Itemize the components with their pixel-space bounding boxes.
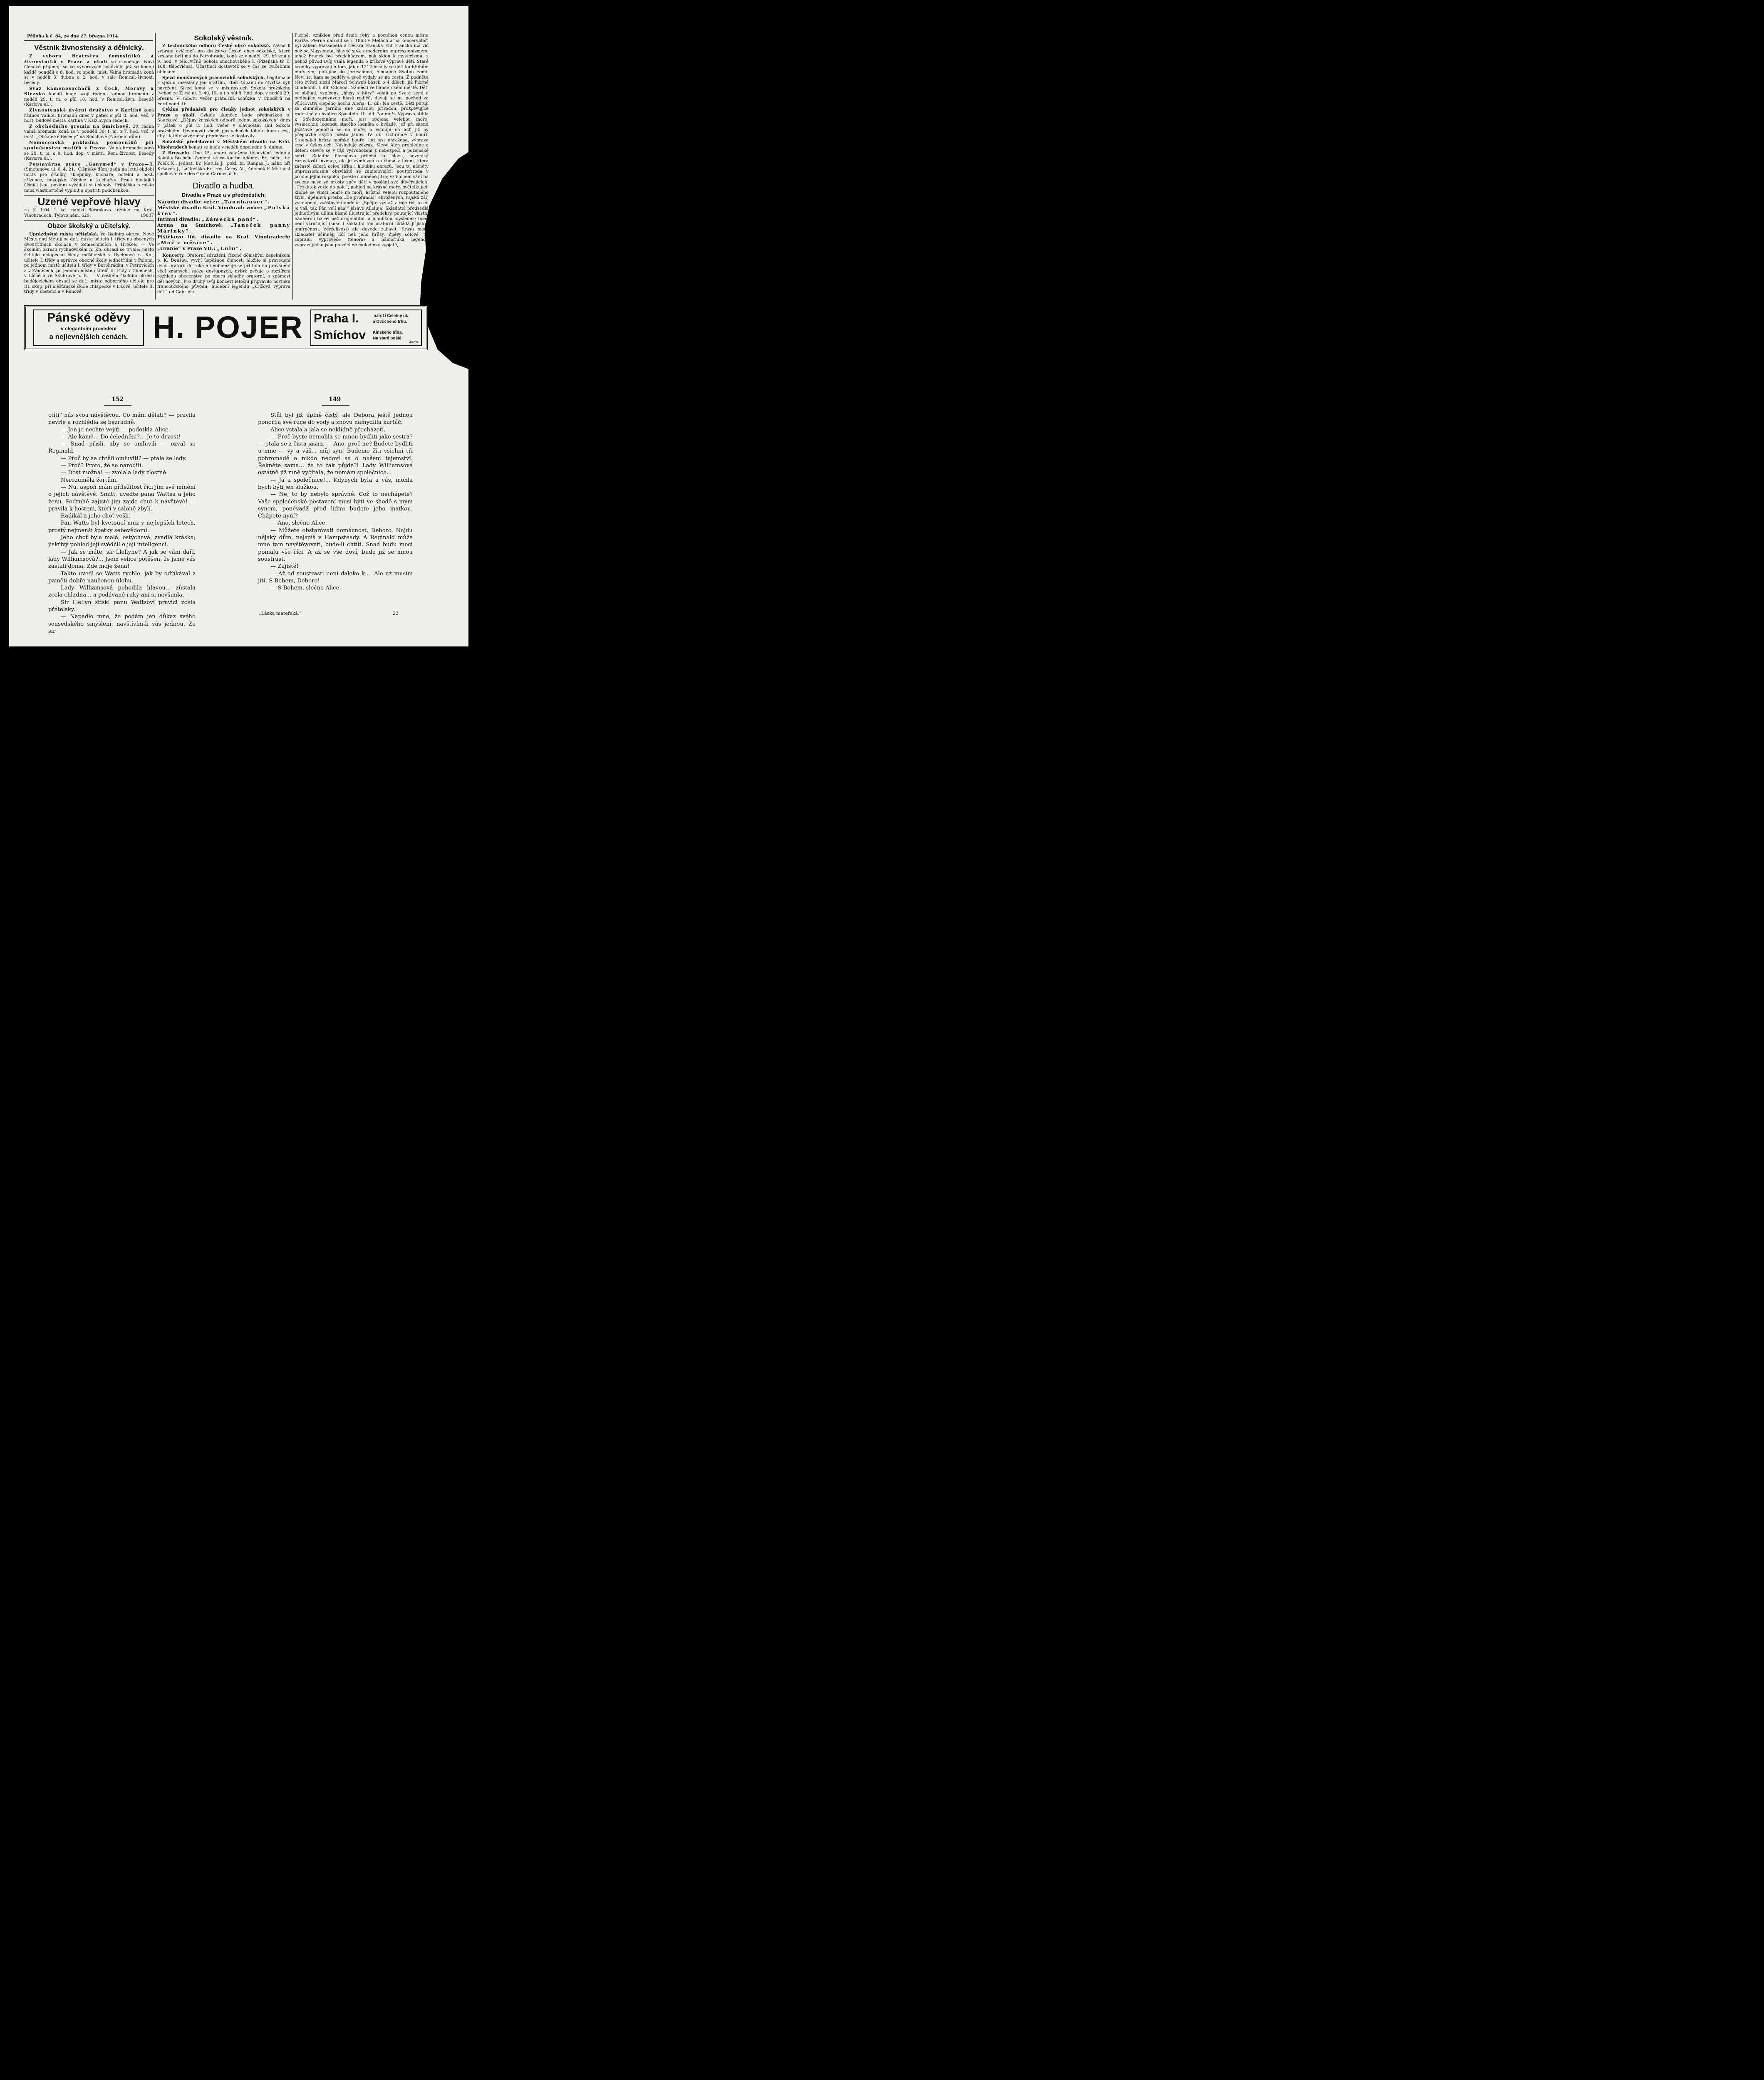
theatre-listing xyxy=(157,234,290,245)
novel-page-left xyxy=(48,412,196,634)
notice-paragraph xyxy=(24,54,154,86)
novel-paragraph: — Nu, aspoň mám příležitost říci jim své mínění o jejich návštěvě. Smitt, uveďte pana Wattsa a jeho ženu. Podruhé zajistě jim zajde chuť k návštěvě! — pravila k hostem, kteří v saloně zbyli. xyxy=(48,484,196,512)
notice-text: koná řádnou valnou hromadu dnes v pátek o půl 8. hod. več. v host. budově města Karlína v Kaizlových sadech. xyxy=(24,108,154,124)
novel-paragraph: — Dost možná! — zvolala lady zlostně. xyxy=(61,470,168,476)
notice-lead: Poptavárna práce „Ganymed“ v Praze— xyxy=(29,161,149,167)
theatre-venue: Národní divadlo: večer: xyxy=(157,198,221,205)
column-music-review xyxy=(295,33,429,300)
notice-paragraph xyxy=(24,124,154,140)
novel-paragraph: — Proč byste nemohla se mnou bydliti jako sestra? — ptala se z čista jasna. — Ano, proč ne? Budete bydliti u mne — vy a váš... můj syn! Budeme žíti všichni tři pohromadě a nikdo nedoví se o našem tajemství. Řekněte sama... že to tak půjde?! Lady Williamsová ostatně již mně vyčítala, že nemám společnice... xyxy=(258,433,413,476)
ad-left-box xyxy=(33,310,144,346)
novel-paragraph: Takto uvedl se Watts rychle, jak by odříkával z paměti dobře naučenou úlohu. xyxy=(48,570,196,584)
notice-text: Valná hromada koná se 29. t. m. o 9. hod. dop. v místn. Řem.-živnost. Besedy (Karlova ul.). xyxy=(24,146,154,161)
notice-text: Legitimace k sjezdu rozeslány jen bratřím, kteří žúpami do čtvrtka byli navrženi. Sjezd koná se v místnostech Sokola pražského (vchod ze Žitné ul. č. 40, III. p.) o půl 8. hod. dop. v neděli 29. března. V sobotu večer přátelská schůzka v Choděrů na Ferdinand. tř. xyxy=(157,75,291,106)
notice-paragraph xyxy=(24,140,154,162)
notice-text: konati bude svoji řádnou valnou hromadu v neděli 29. t. m. o půl 10. hod. v Řemesl.-živn. Besedě (Karlova ul.). xyxy=(24,92,154,107)
notice-text: Dne 15. února založena tělocvičná jednota Sokol v Bruselu. Zvoleni: starostou br. Adámek Fr., náčel. br. Polák K., jednat. br. Matula J., pokl. br. Ranpas J., náhr. bři Krkavec J., Laštovička Fr., rev. Černý Al., Adámek P. Místnost spolková: rue des Grand Carmes č. 6. xyxy=(157,151,290,177)
section-title-trades: Věstník živnostenský a dělnický. xyxy=(34,44,144,52)
ad-left-title: Pánské oděvy xyxy=(47,311,131,324)
notice-paragraph xyxy=(24,108,154,124)
novel-paragraph: Stůl byl již úplně čistý, ale Debora ještě jednou ponořila své ruce do vody a znovu namydlila kartáč. xyxy=(258,412,413,426)
notice-lead: Z obchodního gremia na Smíchově. xyxy=(29,124,131,129)
ad-addr-smichov-1: Kinského třída, xyxy=(373,330,403,335)
ad-city-smichov: Smíchov xyxy=(314,328,366,342)
theatre-venue: „Uranie“ v Praze VII.: xyxy=(157,245,217,251)
novel-footer-number: 23 xyxy=(393,611,399,616)
ad-left-line2: v elegantním provedení xyxy=(60,326,117,332)
theatre-listing xyxy=(157,245,290,251)
novel-paragraph: — Zajisté! xyxy=(270,563,299,570)
novel-paragraph: — Proč? Proto, že se narodili. xyxy=(61,463,143,469)
notice-paragraph xyxy=(24,162,154,194)
ad-title-smoked-heads: Uzené vepřové hlavy xyxy=(24,195,154,208)
ad-addr-smichov-2: Na staré poště. xyxy=(373,336,403,341)
notice-lead: Z Brusselu. xyxy=(162,150,191,156)
ad-left-line3: a nejlevnějších cenách. xyxy=(49,333,128,341)
page-number-rule xyxy=(104,405,131,406)
column-sokol xyxy=(157,33,290,300)
novel-paragraph: Pan Watts byl kvetoucí muž v nejlepších letech, prostý nejmenší špetky sebevědomí. xyxy=(48,520,196,534)
supplement-header: Příloha k č. 84, ze dne 27. března 1914. xyxy=(27,34,119,39)
section-title-theatre: Divadlo a hudba. xyxy=(192,181,255,191)
trades-notices xyxy=(24,54,154,193)
notice-lead: Nemocenská pokladna pomocníků při společenstvu malířů v Praze. xyxy=(24,140,154,151)
theatre-listing xyxy=(157,205,290,216)
novel-paragraph: — Ano, slečno Alice. xyxy=(270,520,327,527)
novel-paragraph: — Až od soustrasti není daleko k.... Ale už musím jíti. S Bohem, Deboro! xyxy=(258,570,413,584)
novel-paragraph: — Můžete obstarávati domácnost, Deboro. Najdu nějaký dům, nejspíš v Hampsteady. A Reginald může mne tam navštěvovati, bude-li chtíti. Snad budu moci pomalu vše říci. A až se vše doví, bude již se mnou soustrast. xyxy=(258,527,413,562)
page-number-left: 152 xyxy=(111,396,124,403)
school-notice xyxy=(24,232,154,295)
page-number-right: 149 xyxy=(329,396,341,403)
notice-paragraph xyxy=(24,86,154,108)
header-rule xyxy=(24,40,153,41)
ad-number: 19807 xyxy=(140,213,154,218)
novel-text-left xyxy=(48,412,196,635)
novel-paragraph: — Napadlo mne, že podám jen důkaz svého sousedského smýšlení, navštívím-li vás jednou. Že sir xyxy=(48,614,196,634)
novel-paragraph: — Já a společnice!... Kdybych byla u vás, mohla bych býti jen služkou. xyxy=(258,477,413,490)
novel-paragraph: Nerozuměla žertům. xyxy=(61,477,118,483)
theatre-show: „Lulu“. xyxy=(217,245,242,251)
novel-paragraph: Sir Llellyn stiskl panu Wattsovi pravici zcela přátelsky. xyxy=(48,599,196,613)
novel-paragraph: Lady Williamsová pohodila hlavou... zůstala zcela chladna... a podávané ruky ani si nevšimla. xyxy=(48,585,196,599)
notice-paragraph xyxy=(157,75,290,107)
notice-lead: Živnostenské úvěrní družstvo v Karlíně xyxy=(29,107,142,113)
theatre-show: „Zámecká paní“. xyxy=(202,216,259,222)
section-title-school: Obzor školský a učitelský. xyxy=(24,220,154,232)
notice-text: Cyklus ukončen bude přednáškou s. Sourkové: „Dějiny ženských odborů jednot sokolských“ dnes v pátek o půl 8. hod. večer v slavnostní síni Sokola pražského. Povinností všech posluchaček tohoto kursu jest, aby i k této závěrečné přednášce se dostavily. xyxy=(157,113,290,139)
notice-lead: Z technického odboru České obce sokolské. xyxy=(162,43,270,48)
column-trades xyxy=(24,43,154,301)
notice-text: konati se bude v neděli dopoledne 5. dubna. xyxy=(187,145,284,150)
ad-body: za K 1·04 1 kg. nabízí Beránkova tržnice na Král. Vinohradech, Tylovo nám. 629. xyxy=(24,208,154,218)
theatre-listings xyxy=(157,199,290,251)
section-title-sokol: Sokolský věstník. xyxy=(194,34,254,42)
notice-lead: Svaz kamenosochařů z Čech, Moravy a Slezska xyxy=(24,86,154,97)
ad-right-box xyxy=(310,310,422,346)
theatre-listing xyxy=(157,216,290,222)
notice-paragraph xyxy=(157,151,290,177)
notice-lead: Sjezd menšinových pracovníků sokolských. xyxy=(162,75,265,80)
concert-lead: Koncerty. xyxy=(162,253,185,258)
theatre-subtitle: Divadla v Praze a v předměstích: xyxy=(181,191,266,198)
notice-text: 30. řádná valná hromada koná se v pondělí 30. t. m. o 7. hod. več. v míst. „Občanské Besedy“ na Smíchově (Národní dům). xyxy=(24,124,154,139)
theatre-show: „Muž z měsíce“. xyxy=(157,239,213,245)
concert-notice xyxy=(157,253,290,295)
ad-addr-praha-1: nároží Celetné ul. xyxy=(374,314,408,318)
theatre-show: „Polská krev“. xyxy=(157,204,290,216)
novel-text-right xyxy=(258,412,413,592)
ad-city-praha: Praha I. xyxy=(314,312,359,325)
review-text: Pierné, vzniklou před desíti roky a poctěnou cenou města Paříže. Pierné narodil se r. 1863 v Metách a na konservatoři byl žákem Masseneta a Césara Francka. Od Francka má víc než od Masseneta, hlavně styk s moderním impressionismem, jehož Franck byl předchůdcem, pak sklon k mysticismu, z něhož původ svůj vzala legenda o křížové výpravě dětí. Staré kroniky vypravují o tom, jak r. 1212 hrnuly se děti ku břehům mořským, putujíce do Jerusaléma, hledajíce Svatou zemi. Neví se, kam se poděly a proč vydaly se na cestu. Z podnětu této zvěsti složil Marcel Schwob báseň o 4 dílech, již Pierné zhudebnil. I. díl: Odchod, Náměstí ve flanderském městě. Děti se sbíhají, vzníceny „hlasy s hůry“ volají po Svaté zemi a nedbajíce varovných hlasů rodičů, dávají se na pochod za vůdcovství slepého hocha Aleňa. II. díl: Na cestě. Děti putují za slunného jarního dne krásnou přírodou, prozpěvujíce radostně a chválíce Spasitele. III. díl: Na moři. Výprava stihla k Středozemnímu moři, jest opojena velebou moře, vysleechne legendu starého lodníka o hvězdě, jež při skonu Ježíšově ponořila se do moře, a vstoupí na loď, již by přeplavbě skytlo město Janov. IV. díl: Ochránce v bouři. Stoupající hrůzy mořské bouře, loď jest ohrožena, výprava trne v úzkostech. Následuje zázrak. Slepý Alén prohlédne a dětem otevře se v ráji vysvobození z nebezpečí a pozemské smrti. Skladba Piernéova přiléhá ku slovu, nevyniká rázovitostí invence, ale je výmluvná a účinná v líčení, která začasté zabírá celou šířku i hloubku obrazů. Jsou tu náměty impressionismu obzvláště se zamlouvající: poutpříroda v jarním jejím rozpuku, poesie slunného jitra; vzduchem vání na sycený nese se prostý zpěv dětí v poslání své důvěřujících: „Tré dítek vešlo do pole“; pohled na krásné moře, světélkující, klidně se vlnící bouře na moři, hrůzná velebu rozpoutaného živlu, úpěnlivá prosba „De profundis“ ohrožených, rajská zář, vykoupení, zvěstování andělů: „Spějte výš až v ráje říš, to cíl je váš, tak Pán velí nás!“ jásavé Alleluja! Skladatel předsedlá jednotlivým dílům básně illustrující předehry, poutající vlastní nádherou barev než originalitou a hloubkou myšlenek; liceň není vzrušující (snad i základní tón oratorní ukládá jí jistou umírněnost, zdrželivost) ale dovede zabavit. Krásu moře skladatel účinněji líčí než jeho hrůzy. Zpěvy sólové, tři soprani, vypravěče (tenora) a námořníka legendu vypravujícího jsou po většině melodicky vypjaté, xyxy=(295,33,429,248)
novel-paragraph: — S Bohem, slečno Alice. xyxy=(270,585,341,592)
novel-paragraph: — Proč by se chtěli omluviti? — ptala se lady. xyxy=(61,455,187,462)
theatre-show: „Tannhäuser“. xyxy=(221,198,270,205)
notice-lead: Z výboru Bratrstva řemeslníků a živnostníků v Praze a okolí xyxy=(24,54,154,64)
novel-paragraph: Alice vstala a jala se neklidně přecházeti. xyxy=(270,426,386,433)
novel-paragraph: Jeho choť byla malá, ostýchavá, zvadlá kráska; jiskřivý pohled její svědčil o její inteligenci. xyxy=(48,535,196,548)
theatre-venue: Intimní divadlo: xyxy=(157,216,202,222)
notice-paragraph xyxy=(157,107,290,139)
notice-paragraph xyxy=(157,43,290,75)
novel-footer-title: „Láska mateřská.“ xyxy=(259,611,302,616)
school-text: Ve školním okresu Nové Město nad Metují se def.: místa učitelů I. třídy na obecných dvoutřídních školách v Semechnicích a Hrošce. — Ve školním okresu rychnovském n. Kn. obsadí se trvale: místo říditele chlapecké školy měšťanské v Rychnově n. Kn., učitele I. třídy a správce obecné školy jednotřídní v Polomi, po jednom místě učitelů I. třídy v Borohrádku, v Petrovicích a v Zámělech, po jednom místě učitelů II. třídy v Chlenech, v Líčné a ve Skuhrově n. B. — V českém školním okresu budějovickém obsadí se def.: místo odborného učitele pro III. skup. při měšťanské škole chlapecké v Lišově, učitele II. třídy v Kostelci a v Římově. xyxy=(24,232,154,295)
novel-paragraph: ctíti“ nás svou návštěvou. Co mám dělati? — pravila nevrle a rozhlédla se bezradně. xyxy=(48,412,196,426)
notice-text: II. (Smetanova ul. č. 4, 21., Číšnický dům) zadá na letní období místa pro číšníky, sklepníky, kuchaře, hotelní a host. zřízence, pokojské, číšnice a kuchařky. Práci hledající číšníci jsou povinni vyžádati si tiskopis. Přihlášku o místo musí vlastnoručně vyplnit a opatřiti podobenkou. xyxy=(24,162,154,193)
theatre-listing xyxy=(157,199,290,205)
novel-paragraph: — Snad přišli, aby se omluvili — ozval se Reginald. xyxy=(48,441,196,455)
theatre-venue: Pištěkovo lid. divadlo na Král. Vinohradech: xyxy=(157,233,290,240)
notice-lead: Sokolské představení v Městském divadle na Král. Vinohradech xyxy=(157,139,290,150)
school-lead: Uprázdněná místa učitelská. xyxy=(29,231,99,237)
notice-text: se oznamuje: Noví členové přijímají se ve výborových schůzích, jež se konají každé pondělí o 8. hod. ve spolk. míst. Valná hromada koná se v neděli 5. dubna o 2. hod. v sále Řemesl.-živnost. besedy. xyxy=(24,59,154,85)
column-divider xyxy=(155,33,156,300)
ad-text-smoked-heads xyxy=(24,208,154,218)
ad-brand-name: H. POJER xyxy=(153,310,303,344)
concert-text: Oratorní sdružení, řízené dómským kapelníkem p. K. Doušou, vyvíjí úspěšnou činnost; nložilo si provedení dvou oratorií do roka a neobmezuje se při tom na provádění věcí známých, snáze dostupných, nýbrž pečuje o rozšíření rozhledu obecenstva po oboru skladby oratorní, o známost děl nových. Pro druhý svůj koncert letošní připravilo novinku francouzského původu, hudební legendu „Křížová výprava dětí“ od Gabriela xyxy=(157,253,290,295)
novel-paragraph: — Jen je nechte vejíti — podotkla Alice. xyxy=(61,426,171,433)
theatre-venue: Arena na Smíchově: xyxy=(157,222,231,228)
theatre-show: „Taneček panny Márinky“. xyxy=(157,222,290,234)
column-divider xyxy=(292,33,293,300)
notice-paragraph xyxy=(157,139,290,151)
novel-paragraph: — Jak se máte, sir Llellyne? A jak se vám daří, lady Williamsová?... Jsem velice potěšen, že jsme vás zastali doma. Zde moje žena! xyxy=(48,549,196,570)
advertisement-pojer xyxy=(24,305,428,350)
novel-paragraph: — Ne, to by nebylo správné. Což to nechápete? Vaše společenské postavení musí býti ve shodě s mým synem, poněvadž před lidmi budete jeho matkou. Chápete nyní? xyxy=(258,491,413,520)
novel-paragraph: — Ale kam?... Do čeledníku?... Je to drzost! xyxy=(61,433,181,440)
novel-paragraph: Radikál a jeho choť vešli. xyxy=(61,513,131,520)
theatre-listing xyxy=(157,222,290,234)
page-number-rule xyxy=(322,405,349,406)
sokol-notices xyxy=(157,43,290,177)
ad-addr-praha-2: a Ovocného trhu. xyxy=(373,319,407,324)
ad-number: 40294 xyxy=(409,340,419,344)
notice-text: Závod k vybrání cvičenců pro družstvo České obce sokolské, které vysláno býti má do Petrohradu, koná se v neděli 29. března o 9. hod. v tělocvičně Sokola smíchovského I. (Plzeňská tř. č. 168, tělocvična). Účastníci dostavtež se v čas se cvičebním oblekem. xyxy=(157,44,290,74)
novel-page-right xyxy=(258,412,413,595)
theatre-venue: Městské divadlo Král. Vinohrad: večer: xyxy=(157,204,265,210)
notice-lead: Cyklus přednášek pro členky jednot sokolských v Praze a okolí. xyxy=(157,107,290,118)
